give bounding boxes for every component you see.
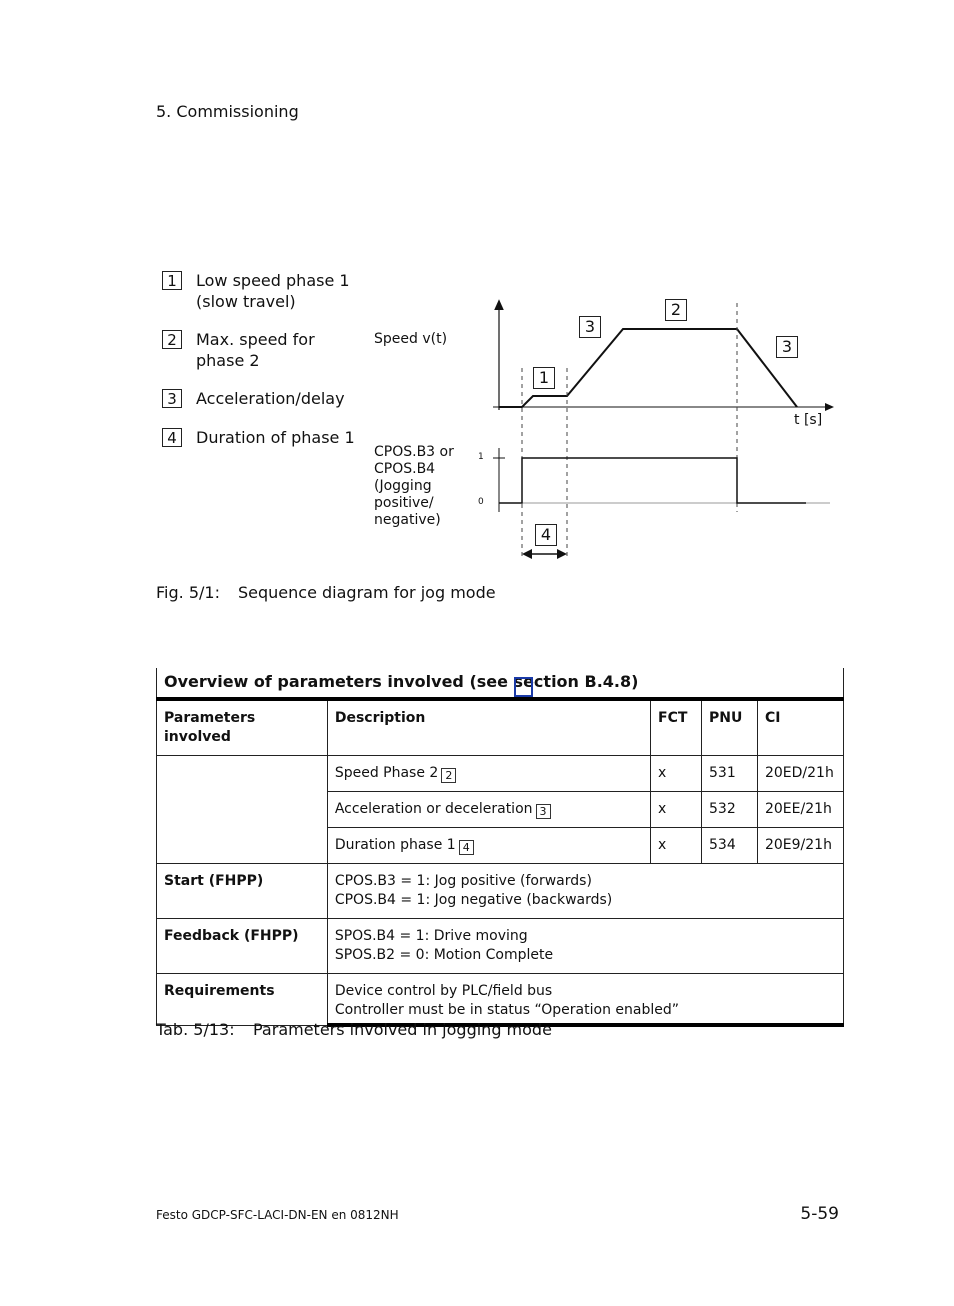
param-group-cell — [157, 756, 328, 864]
fct-cell: x — [651, 828, 702, 864]
table-row — [157, 756, 844, 792]
start-label: Start (FHPP) — [157, 864, 328, 919]
signal-label: CPOS.B3 or CPOS.B4 (Jogging positive/ negative) — [374, 444, 454, 528]
diagram-marker-3-right: 3 — [776, 336, 798, 358]
pnu-cell: 532 — [702, 792, 758, 828]
param-desc-cell: Acceleration or deceleration 3 — [327, 792, 650, 828]
legend-number: 2 — [162, 330, 182, 349]
figure-caption-number: Fig. 5/1: — [156, 583, 220, 602]
ref-number: 4 — [459, 840, 474, 855]
feedback-description: SPOS.B4 = 1: Drive moving SPOS.B2 = 0: Motion Complete — [327, 919, 843, 974]
diagram-marker-2: 2 — [665, 299, 687, 321]
duration-arrow-right-head — [557, 549, 567, 559]
ci-cell: 20ED/21h — [757, 756, 843, 792]
requirements-description: Device control by PLC/field bus Controller must be in status “Operation enabled” — [327, 974, 843, 1026]
ref-number: 2 — [441, 768, 456, 783]
parameters-table — [156, 668, 844, 1027]
diagram-marker-1: 1 — [533, 367, 555, 389]
signal-waveform — [499, 458, 806, 503]
legend-number: 3 — [162, 389, 182, 408]
header-parameters-involved: Parameters involved — [157, 699, 328, 756]
table-caption-number: Tab. 5/13: — [156, 1020, 235, 1039]
legend-text: Acceleration/delay — [196, 389, 345, 408]
ci-cell: 20EE/21h — [757, 792, 843, 828]
header-ci: CI — [757, 699, 843, 756]
legend-text: Max. speed for phase 2 — [196, 330, 315, 370]
feedback-label: Feedback (FHPP) — [157, 919, 328, 974]
table-caption-text: Parameters involved in jogging mode — [253, 1020, 552, 1039]
param-desc-cell: Duration phase 1 4 — [327, 828, 650, 864]
ci-cell: 20E9/21h — [757, 828, 843, 864]
legend-number: 1 — [162, 271, 182, 290]
page-number: 5-59 — [800, 1204, 839, 1224]
legend-number: 4 — [162, 428, 182, 447]
table-caption — [156, 1020, 552, 1039]
fct-cell: x — [651, 792, 702, 828]
table-title: Overview of parameters involved (see section B.4.8) — [157, 668, 844, 699]
header-pnu: PNU — [702, 699, 758, 756]
pnu-cell: 534 — [702, 828, 758, 864]
ref-number: 3 — [536, 804, 551, 819]
time-axis-label: t [s] — [794, 412, 823, 428]
diagram-marker-3-left: 3 — [579, 316, 601, 338]
fct-cell: x — [651, 756, 702, 792]
legend-text: Duration of phase 1 — [196, 428, 355, 447]
diagram-marker-4: 4 — [535, 524, 557, 546]
legend-text: Low speed phase 1 (slow travel) — [196, 271, 350, 311]
sequence-diagram — [0, 0, 954, 620]
level-low-label: 0 — [478, 497, 484, 507]
pnu-cell: 531 — [702, 756, 758, 792]
requirements-label: Requirements — [157, 974, 328, 1026]
selection-marker[interactable] — [514, 677, 533, 697]
start-description: CPOS.B3 = 1: Jog positive (forwards) CPOS.B4 = 1: Jog negative (backwards) — [327, 864, 843, 919]
table-row-feedback — [157, 919, 844, 974]
section-header: 5. Commissioning — [156, 102, 299, 121]
speed-axis-label: Speed v(t) — [374, 331, 448, 347]
table-row-requirements — [157, 974, 844, 1026]
footer-doc-id: Festo GDCP-SFC-LACI-DN-EN en 0812NH — [156, 1208, 399, 1222]
header-fct: FCT — [651, 699, 702, 756]
figure-caption — [156, 583, 496, 602]
table-row-start — [157, 864, 844, 919]
header-description: Description — [327, 699, 650, 756]
param-desc-cell: Speed Phase 2 2 — [327, 756, 650, 792]
level-high-label: 1 — [478, 452, 484, 462]
figure-caption-text: Sequence diagram for jog mode — [238, 583, 496, 602]
duration-arrow-left-head — [522, 549, 532, 559]
